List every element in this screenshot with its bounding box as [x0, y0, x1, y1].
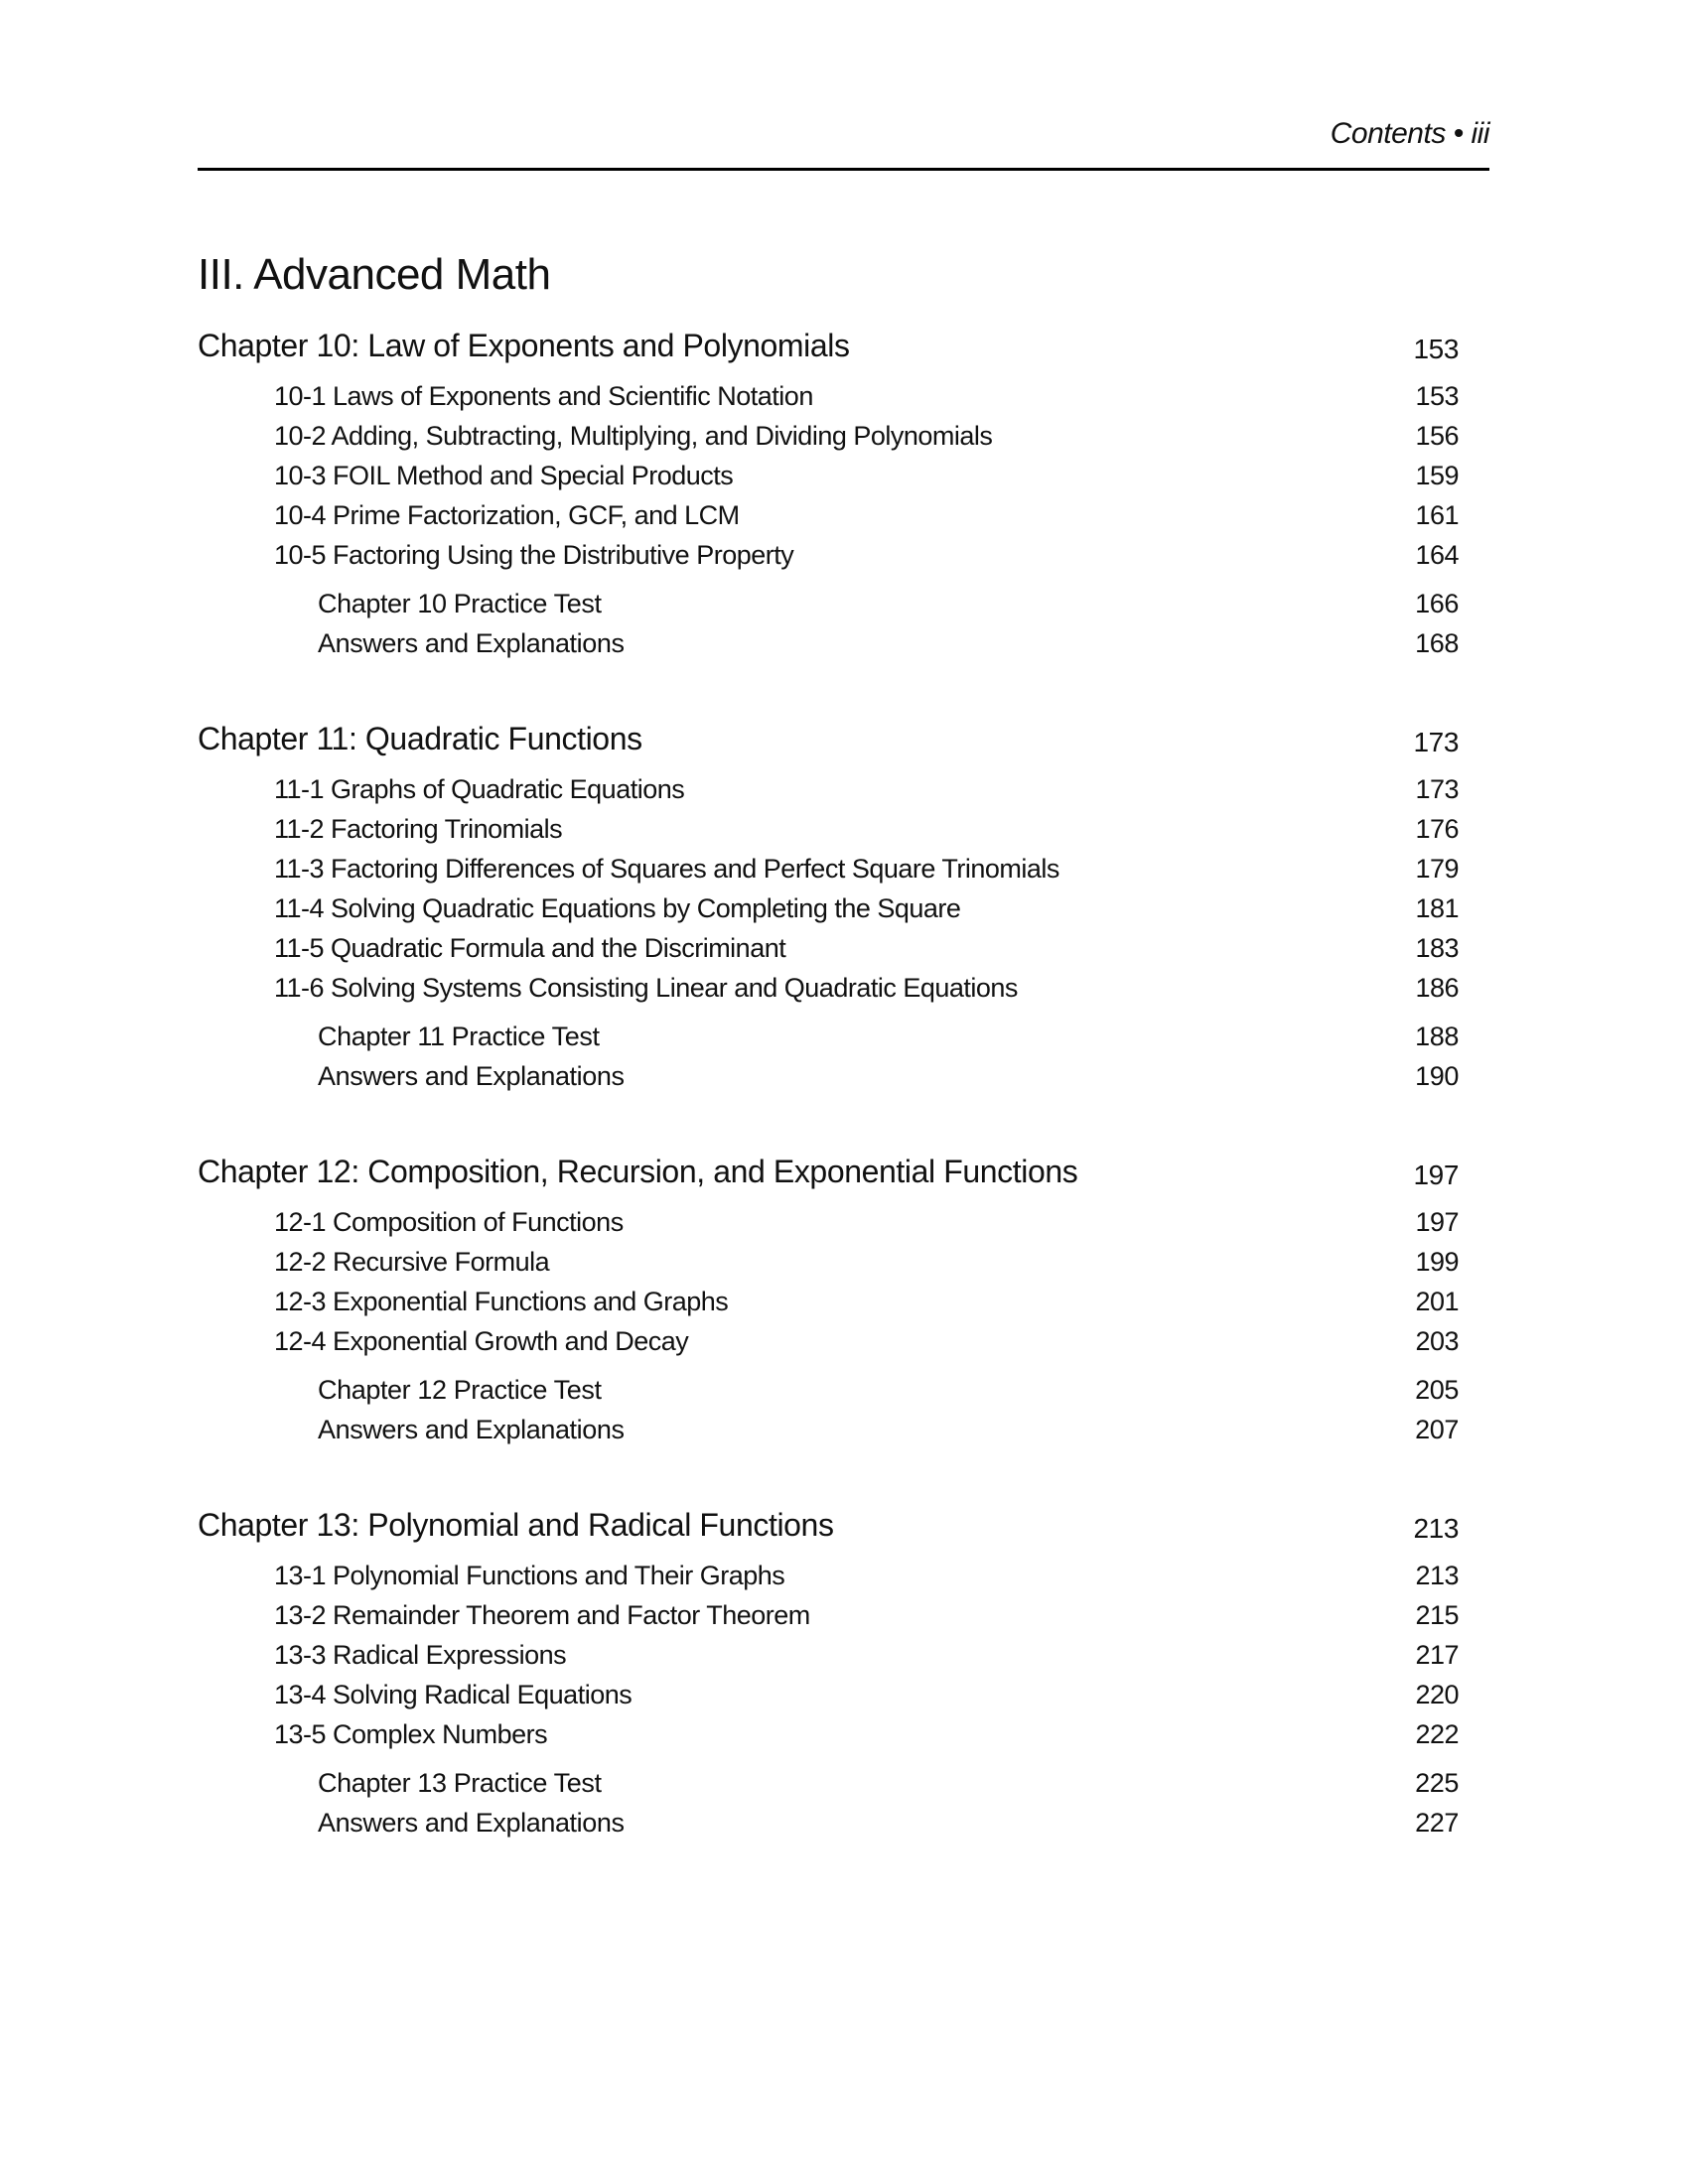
page-number: 179 — [1415, 854, 1459, 884]
toc-entry[interactable] — [198, 774, 1459, 814]
section-title: 13-5 Complex Numbers — [274, 1719, 548, 1749]
answers-title: Answers and Explanations — [318, 1061, 625, 1091]
page-number: 153 — [1415, 381, 1459, 411]
toc-entry-practice-test[interactable] — [198, 1022, 1459, 1061]
chapter-10 — [198, 328, 1459, 668]
chapter-title: Chapter 12: Composition, Recursion, and Exponential Functions — [198, 1154, 1078, 1189]
toc-entry-answers[interactable] — [198, 1415, 1459, 1454]
toc-entry[interactable] — [198, 1680, 1459, 1719]
toc-entry[interactable] — [198, 1326, 1459, 1366]
section-title: 13-3 Radical Expressions — [274, 1640, 567, 1670]
section-title: 10-5 Factoring Using the Distributive Property — [274, 540, 794, 570]
chapter-11 — [198, 721, 1459, 1101]
answers-title: Answers and Explanations — [318, 628, 625, 658]
toc-entry[interactable] — [198, 381, 1459, 421]
toc-entry[interactable] — [198, 973, 1459, 1013]
section-title: 13-2 Remainder Theorem and Factor Theorem — [274, 1600, 810, 1630]
page-number: 215 — [1415, 1600, 1459, 1630]
page-number: 156 — [1415, 421, 1459, 451]
toc-entry[interactable] — [198, 893, 1459, 933]
page-number: 222 — [1415, 1719, 1459, 1749]
toc-entry[interactable] — [198, 1719, 1459, 1759]
page-number: 166 — [1415, 589, 1459, 618]
part-title: III. Advanced Math — [198, 250, 551, 299]
toc-entry-practice-test[interactable] — [198, 1768, 1459, 1808]
section-title: 11-6 Solving Systems Consisting Linear and Quadratic Equations — [274, 973, 1018, 1003]
chapter-heading[interactable] — [198, 721, 1459, 774]
chapter-title: Chapter 13: Polynomial and Radical Functions — [198, 1507, 834, 1543]
page-number: 197 — [1413, 1160, 1459, 1190]
page-number: 213 — [1415, 1561, 1459, 1590]
chapter-heading[interactable] — [198, 328, 1459, 381]
page-number: 173 — [1413, 727, 1459, 757]
page-number: 220 — [1415, 1680, 1459, 1709]
toc-entry-answers[interactable] — [198, 1061, 1459, 1101]
toc-entry-answers[interactable] — [198, 1808, 1459, 1847]
toc-entry[interactable] — [198, 854, 1459, 893]
section-title: 13-1 Polynomial Functions and Their Graphs — [274, 1561, 785, 1590]
section-title: 10-1 Laws of Exponents and Scientific Notation — [274, 381, 813, 411]
chapter-heading[interactable] — [198, 1154, 1459, 1207]
section-title: 12-2 Recursive Formula — [274, 1247, 550, 1277]
chapter-13 — [198, 1507, 1459, 1847]
section-title: 11-1 Graphs of Quadratic Equations — [274, 774, 685, 804]
chapter-heading[interactable] — [198, 1507, 1459, 1561]
page-number: 205 — [1415, 1375, 1459, 1405]
practice-test-title: Chapter 12 Practice Test — [318, 1375, 602, 1405]
chapter-title: Chapter 10: Law of Exponents and Polynomials — [198, 328, 850, 363]
practice-test-title: Chapter 13 Practice Test — [318, 1768, 602, 1798]
chapter-title: Chapter 11: Quadratic Functions — [198, 721, 642, 756]
practice-test-title: Chapter 10 Practice Test — [318, 589, 602, 618]
page-number: 201 — [1415, 1287, 1459, 1316]
page-number: 207 — [1415, 1415, 1459, 1444]
toc-entry[interactable] — [198, 500, 1459, 540]
page-number: 188 — [1415, 1022, 1459, 1051]
page-number: 227 — [1415, 1808, 1459, 1838]
page-number: 181 — [1415, 893, 1459, 923]
page-number: 225 — [1415, 1768, 1459, 1798]
section-title: 11-2 Factoring Trinomials — [274, 814, 563, 844]
running-head: Contents • iii — [1330, 117, 1489, 150]
section-title: 10-3 FOIL Method and Special Products — [274, 461, 734, 490]
answers-title: Answers and Explanations — [318, 1808, 625, 1838]
section-title: 11-5 Quadratic Formula and the Discriminant — [274, 933, 786, 963]
page-number: 183 — [1415, 933, 1459, 963]
toc-entry-practice-test[interactable] — [198, 589, 1459, 628]
page-number: 161 — [1415, 500, 1459, 530]
toc-entry[interactable] — [198, 1600, 1459, 1640]
toc-entry[interactable] — [198, 540, 1459, 580]
toc-entry[interactable] — [198, 1207, 1459, 1247]
section-title: 12-4 Exponential Growth and Decay — [274, 1326, 689, 1356]
page-number: 199 — [1415, 1247, 1459, 1277]
page-number: 217 — [1415, 1640, 1459, 1670]
toc-entry[interactable] — [198, 1561, 1459, 1600]
page-number: 213 — [1413, 1513, 1459, 1544]
toc-entry[interactable] — [198, 933, 1459, 973]
toc-entry[interactable] — [198, 1247, 1459, 1287]
page-number: 197 — [1415, 1207, 1459, 1237]
page-number: 186 — [1415, 973, 1459, 1003]
header-rule — [198, 168, 1489, 171]
section-title: 10-2 Adding, Subtracting, Multiplying, and Dividing Polynomials — [274, 421, 993, 451]
page-number: 173 — [1415, 774, 1459, 804]
practice-test-title: Chapter 11 Practice Test — [318, 1022, 600, 1051]
page-number: 164 — [1415, 540, 1459, 570]
section-title: 13-4 Solving Radical Equations — [274, 1680, 633, 1709]
page-number: 168 — [1415, 628, 1459, 658]
page-number: 153 — [1413, 334, 1459, 364]
toc-entry-practice-test[interactable] — [198, 1375, 1459, 1415]
toc-entry-answers[interactable] — [198, 628, 1459, 668]
page-number: 159 — [1415, 461, 1459, 490]
toc-entry[interactable] — [198, 421, 1459, 461]
section-title: 11-3 Factoring Differences of Squares and Perfect Square Trinomials — [274, 854, 1059, 884]
page-number: 203 — [1415, 1326, 1459, 1356]
toc-entry[interactable] — [198, 1287, 1459, 1326]
toc-entry[interactable] — [198, 461, 1459, 500]
section-title: 12-3 Exponential Functions and Graphs — [274, 1287, 729, 1316]
toc-entry[interactable] — [198, 1640, 1459, 1680]
toc-entry[interactable] — [198, 814, 1459, 854]
chapter-12 — [198, 1154, 1459, 1454]
section-title: 12-1 Composition of Functions — [274, 1207, 624, 1237]
section-title: 11-4 Solving Quadratic Equations by Completing the Square — [274, 893, 961, 923]
section-title: 10-4 Prime Factorization, GCF, and LCM — [274, 500, 740, 530]
answers-title: Answers and Explanations — [318, 1415, 625, 1444]
page-number: 176 — [1415, 814, 1459, 844]
page-number: 190 — [1415, 1061, 1459, 1091]
